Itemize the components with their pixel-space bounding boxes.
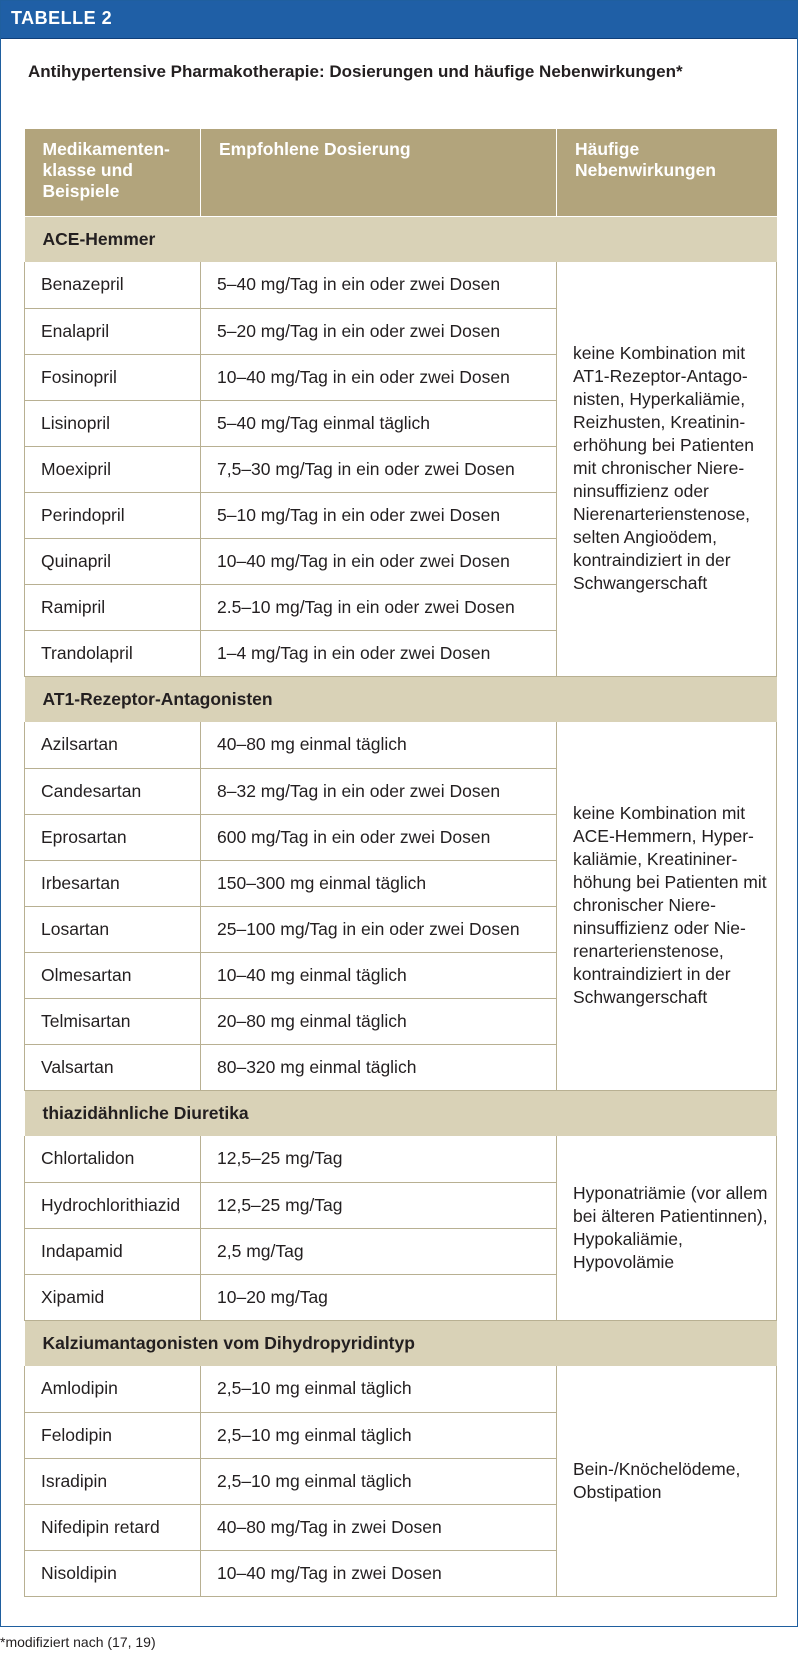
drug-dosage: 600 mg/Tag in ein oder zwei Dosen <box>201 814 557 860</box>
drug-dosage: 10–40 mg/Tag in zwei Dosen <box>201 1550 557 1596</box>
drug-dosage: 8–32 mg/Tag in ein oder zwei Dosen <box>201 768 557 814</box>
drug-name: Amlodipin <box>25 1366 201 1412</box>
drug-name: Eprosartan <box>25 814 201 860</box>
table-row <box>25 262 777 308</box>
side-effects: Hyponatriämie (vor allem bei älteren Patientinnen), Hypokaliämie, Hypovolämie <box>557 1136 777 1320</box>
table-row <box>25 1366 777 1412</box>
group-heading: Kalziumantagonisten vom Dihydropyridintyp <box>25 1320 777 1366</box>
side-effects: Bein-/Knöchelödeme, Obstipation <box>557 1366 777 1596</box>
drug-dosage: 150–300 mg einmal täglich <box>201 860 557 906</box>
drug-name: Olmesartan <box>25 952 201 998</box>
group-heading: ACE-Hemmer <box>25 216 777 262</box>
drug-name: Irbesartan <box>25 860 201 906</box>
drug-dosage: 25–100 mg/Tag in ein oder zwei Dosen <box>201 906 557 952</box>
drug-dosage: 10–20 mg/Tag <box>201 1274 557 1320</box>
drug-dosage: 12,5–25 mg/Tag <box>201 1136 557 1182</box>
drug-name: Losartan <box>25 906 201 952</box>
drug-name: Candesartan <box>25 768 201 814</box>
drug-name: Nifedipin retard <box>25 1504 201 1550</box>
drug-name: Trandolapril <box>25 630 201 676</box>
table-row <box>25 722 777 768</box>
drug-name: Azilsartan <box>25 722 201 768</box>
side-effects: keine Kombination mit AT1-Rezeptor-Antago-nisten, Hyperkaliämie, Reizhusten, Kreatinin-erhöhung bei Patienten mit chronischer Niere-ninsuffizienz oder Nierenarterienstenose, selten Angioödem, kontraindiziert in der Schwangerschaft <box>557 262 777 676</box>
drug-name: Indapamid <box>25 1228 201 1274</box>
side-effects: keine Kombination mit ACE-Hemmern, Hyper-kaliämie, Kreatininer-höhung bei Patienten mit chronischer Niere-ninsuffizienz oder Nie-renarterienstenose, kontraindiziert in der Schwangerschaft <box>557 722 777 1090</box>
group-row <box>25 676 777 722</box>
column-header-dosage: Empfohlene Dosierung <box>201 129 557 216</box>
drug-dosage: 10–40 mg/Tag in ein oder zwei Dosen <box>201 538 557 584</box>
drug-dosage: 2,5–10 mg einmal täglich <box>201 1366 557 1412</box>
table-title: Antihypertensive Pharmakotherapie: Dosierungen und häufige Nebenwirkungen* <box>28 62 683 81</box>
group-row <box>25 1320 777 1366</box>
drug-name: Xipamid <box>25 1274 201 1320</box>
drug-name: Hydrochlorithiazid <box>25 1182 201 1228</box>
group-row <box>25 1090 777 1136</box>
group-heading: AT1-Rezeptor-Antagonisten <box>25 676 777 722</box>
drug-dosage: 5–40 mg/Tag in ein oder zwei Dosen <box>201 262 557 308</box>
drug-dosage: 5–10 mg/Tag in ein oder zwei Dosen <box>201 492 557 538</box>
drug-name: Fosinopril <box>25 354 201 400</box>
drug-dosage: 10–40 mg/Tag in ein oder zwei Dosen <box>201 354 557 400</box>
drug-dosage: 40–80 mg einmal täglich <box>201 722 557 768</box>
drug-name: Benazepril <box>25 262 201 308</box>
drug-dosage: 12,5–25 mg/Tag <box>201 1182 557 1228</box>
drug-name: Lisinopril <box>25 400 201 446</box>
drug-name: Ramipril <box>25 584 201 630</box>
drug-dosage: 20–80 mg einmal täglich <box>201 998 557 1044</box>
drug-name: Nisoldipin <box>25 1550 201 1596</box>
drug-name: Enalapril <box>25 308 201 354</box>
group-heading: thiazidähnliche Diuretika <box>25 1090 777 1136</box>
drug-dosage: 2,5 mg/Tag <box>201 1228 557 1274</box>
drug-dosage: 7,5–30 mg/Tag in ein oder zwei Dosen <box>201 446 557 492</box>
drug-name: Moexipril <box>25 446 201 492</box>
drug-name: Valsartan <box>25 1044 201 1090</box>
drug-dosage: 10–40 mg einmal täglich <box>201 952 557 998</box>
column-header-row <box>25 129 777 216</box>
group-row <box>25 216 777 262</box>
drug-dosage: 1–4 mg/Tag in ein oder zwei Dosen <box>201 630 557 676</box>
drug-dosage: 40–80 mg/Tag in zwei Dosen <box>201 1504 557 1550</box>
column-header-class: Medikamenten-klasse und Beispiele <box>25 129 201 216</box>
drug-dosage: 5–40 mg/Tag einmal täglich <box>201 400 557 446</box>
drug-dosage: 80–320 mg einmal täglich <box>201 1044 557 1090</box>
drug-name: Felodipin <box>25 1412 201 1458</box>
drug-dosage: 5–20 mg/Tag in ein oder zwei Dosen <box>201 308 557 354</box>
drug-dosage: 2.5–10 mg/Tag in ein oder zwei Dosen <box>201 584 557 630</box>
drug-name: Quinapril <box>25 538 201 584</box>
drug-name: Perindopril <box>25 492 201 538</box>
footnote: *modifiziert nach (17, 19) <box>0 1634 156 1650</box>
drug-dosage: 2,5–10 mg einmal täglich <box>201 1412 557 1458</box>
drug-dosage: 2,5–10 mg einmal täglich <box>201 1458 557 1504</box>
drug-name: Isradipin <box>25 1458 201 1504</box>
table-body <box>25 216 777 1596</box>
drug-name: Chlortalidon <box>25 1136 201 1182</box>
table-row <box>25 1136 777 1182</box>
table-label: TABELLE 2 <box>11 8 113 28</box>
column-header-side-effects: Häufige Nebenwirkungen <box>557 129 777 216</box>
dosage-table <box>24 129 777 1597</box>
table-header-bar <box>1 1 797 39</box>
drug-name: Telmisartan <box>25 998 201 1044</box>
